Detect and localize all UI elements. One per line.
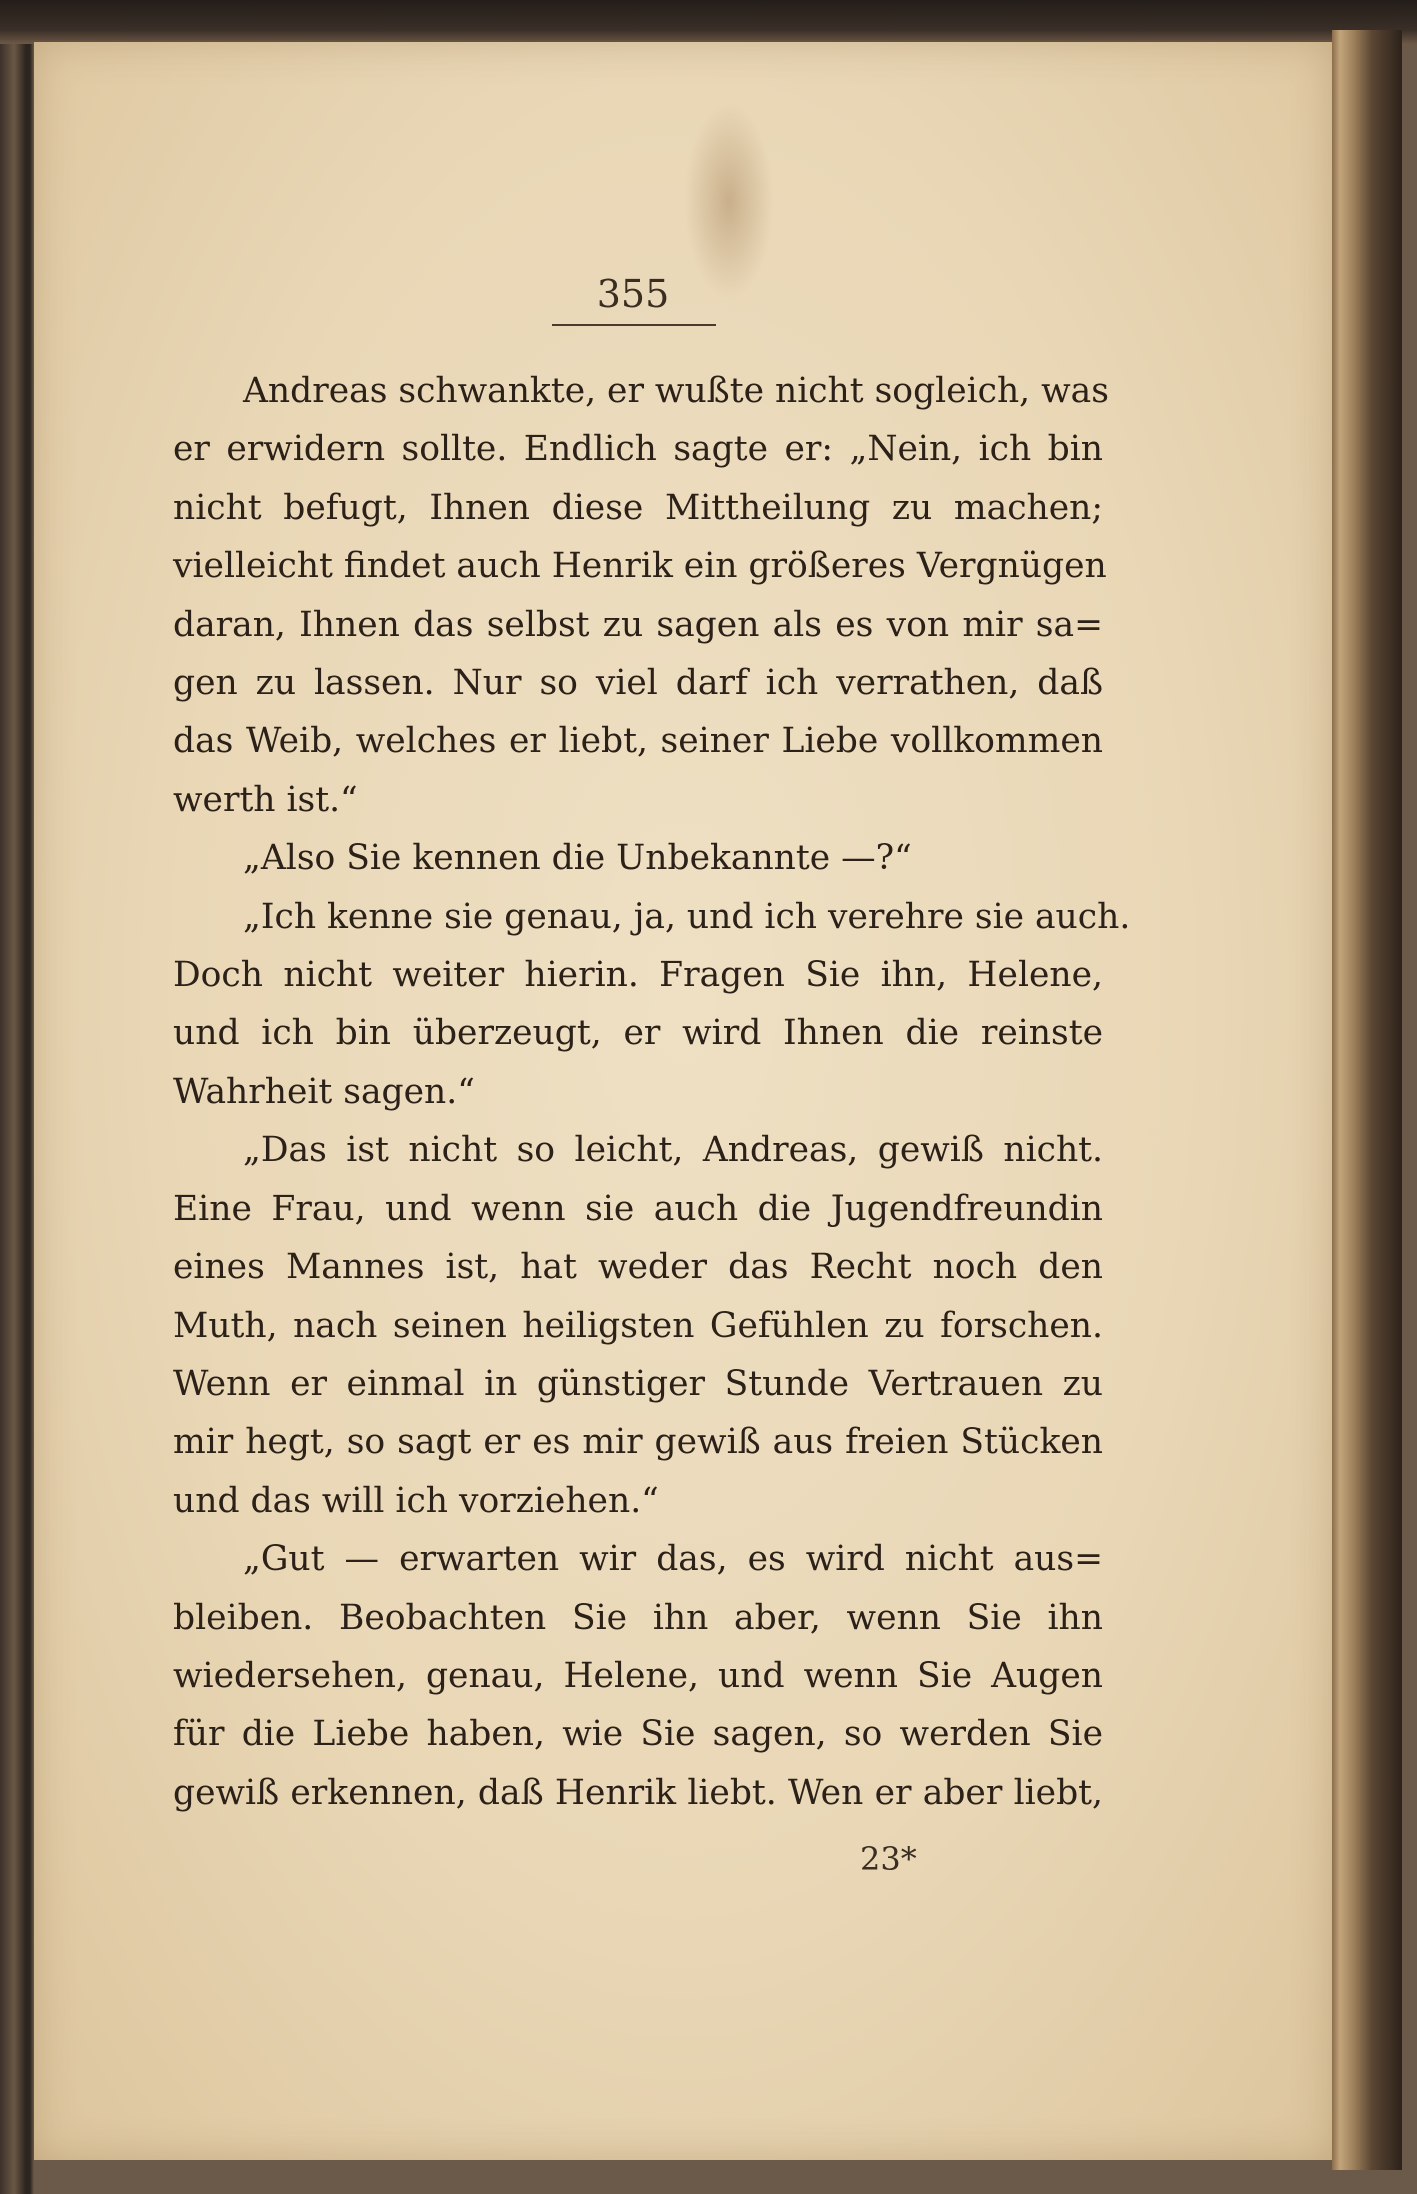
text-line: mir hegt, so sagt er es mir gewiß aus freien Stücken	[173, 1422, 1103, 1463]
text-line: und das will ich vorziehen.“	[173, 1480, 659, 1521]
text-line: vielleicht findet auch Henrik ein größeres Vergnügen	[173, 546, 1107, 587]
text-line: für die Liebe haben, wie Sie sagen, so werden Sie	[173, 1714, 1103, 1755]
text-line: „Ich kenne sie genau, ja, und ich verehre sie auch.	[243, 896, 1131, 937]
text-line: Wenn er einmal in günstiger Stunde Vertrauen zu	[173, 1363, 1103, 1404]
text-line: Wahrheit sagen.“	[173, 1071, 475, 1112]
text-line: das Weib, welches er liebt, seiner Liebe vollkommen	[173, 721, 1103, 762]
text-line: er erwidern sollte. Endlich sagte er: „Nein, ich bin	[173, 429, 1103, 470]
body-text	[173, 362, 1131, 1822]
header-rule	[552, 324, 716, 326]
text-line: Andreas schwankte, er wußte nicht sogleich, was	[243, 371, 1109, 411]
text-line: Doch nicht weiter hierin. Fragen Sie ihn, Helene,	[173, 955, 1103, 996]
text-line: und ich bin überzeugt, er wird Ihnen die reinste	[173, 1013, 1103, 1054]
text-line: „Das ist nicht so leicht, Andreas, gewiß nicht.	[243, 1130, 1103, 1171]
text-line: gen zu lassen. Nur so viel darf ich verrathen, daß	[173, 663, 1103, 704]
book-cover-edge	[1332, 30, 1402, 2170]
page-number: 355	[596, 272, 670, 316]
text-line: werth ist.“	[173, 779, 358, 820]
text-line: „Also Sie kennen die Unbekannte —?“	[243, 838, 912, 879]
text-line: Eine Frau, und wenn sie auch die Jugendfreundin	[173, 1188, 1103, 1229]
text-line: eines Mannes ist, hat weder das Recht noch den	[173, 1247, 1103, 1288]
signature-mark: 23*	[860, 1840, 917, 1878]
text-line: wiedersehen, genau, Helene, und wenn Sie Augen	[173, 1655, 1103, 1696]
text-line: daran, Ihnen das selbst zu sagen als es von mir sa=	[173, 604, 1103, 645]
scan-top-edge	[0, 0, 1417, 44]
text-line: Muth, nach seinen heiligsten Gefühlen zu forschen.	[173, 1305, 1103, 1346]
text-line: „Gut — erwarten wir das, es wird nicht aus=	[243, 1539, 1103, 1580]
text-line: nicht befugt, Ihnen diese Mittheilung zu machen;	[173, 487, 1103, 528]
text-line: gewiß erkennen, daß Henrik liebt. Wen er aber liebt,	[173, 1772, 1103, 1813]
text-line: bleiben. Beobachten Sie ihn aber, wenn Sie ihn	[173, 1597, 1103, 1638]
